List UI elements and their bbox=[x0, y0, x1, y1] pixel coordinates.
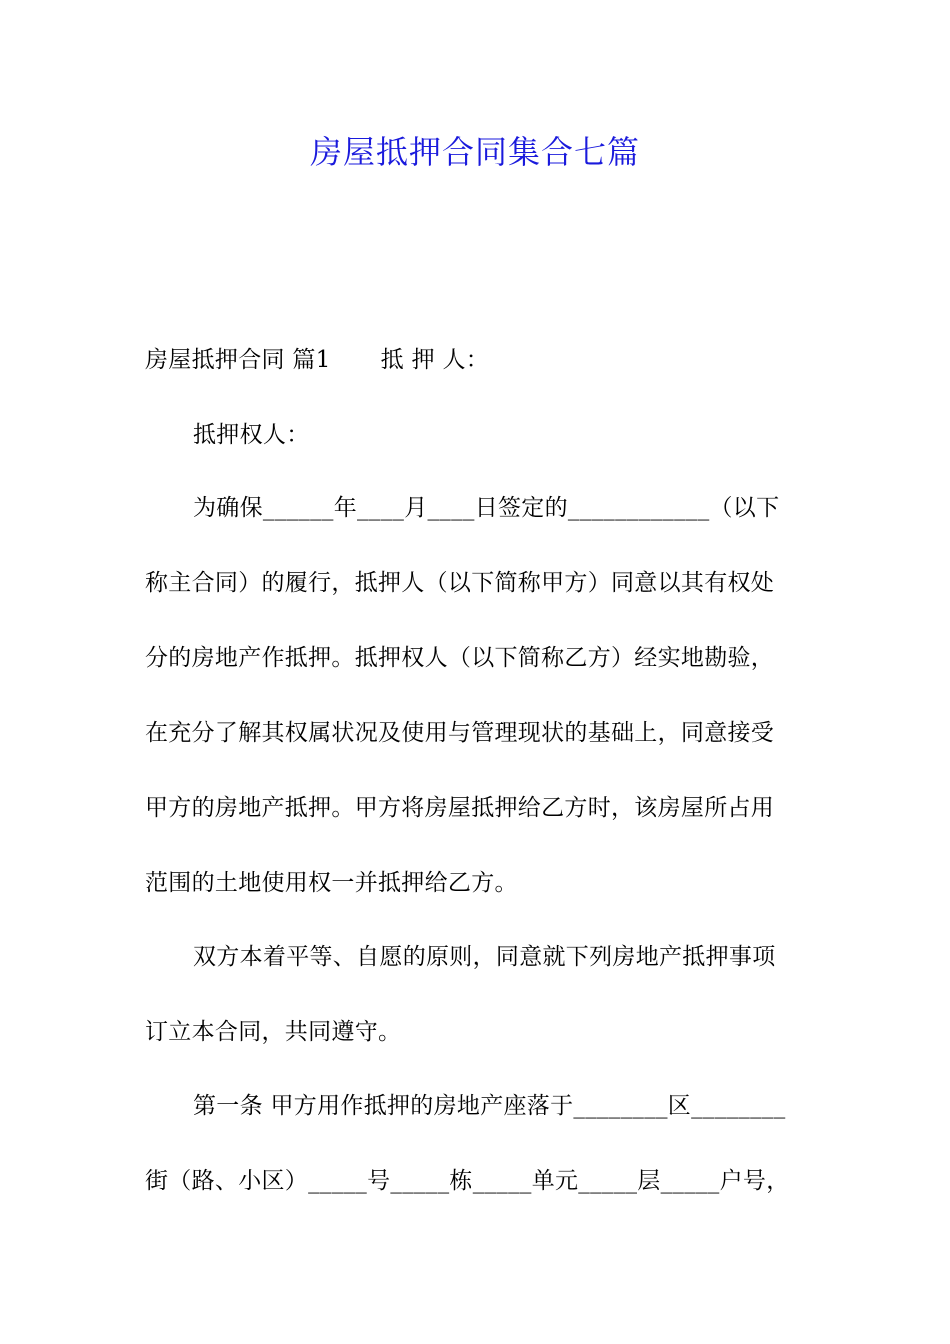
paragraph1-line-5: 甲方的房地产抵押。甲方将房屋抵押给乙方时，该房屋所占用 bbox=[145, 795, 775, 821]
paragraph1-line-2: 称主合同）的履行，抵押人（以下简称甲方）同意以其有权处 bbox=[145, 570, 775, 596]
paragraph2-line-1: 双方本着平等、自愿的原则，同意就下列房地产抵押事项 bbox=[193, 944, 776, 970]
article1-line-1: 第一条 甲方用作抵押的房地产座落于________区________ bbox=[193, 1093, 786, 1119]
paragraph1-line-1: 为确保______年____月____日签定的____________（以下 bbox=[193, 495, 780, 521]
mortgagor-label: 抵 押 人： bbox=[380, 347, 490, 373]
article1-line-2: 街（路、小区）_____号_____栋_____单元_____层_____户号， bbox=[145, 1168, 790, 1194]
section-heading: 房屋抵押合同 篇1 bbox=[145, 347, 331, 373]
document-title: 房屋抵押合同集合七篇 bbox=[309, 133, 640, 171]
paragraph2-line-2: 订立本合同，共同遵守。 bbox=[145, 1019, 402, 1045]
paragraph1-line-3: 分的房地产作抵押。抵押权人（以下简称乙方）经实地勘验， bbox=[145, 645, 775, 671]
paragraph1-line-4: 在充分了解其权属状况及使用与管理现状的基础上，同意接受 bbox=[145, 720, 775, 746]
section-heading-line bbox=[145, 343, 489, 377]
mortgagee-label: 抵押权人： bbox=[193, 422, 310, 448]
paragraph1-line-6: 范围的土地使用权一并抵押给乙方。 bbox=[145, 870, 518, 896]
